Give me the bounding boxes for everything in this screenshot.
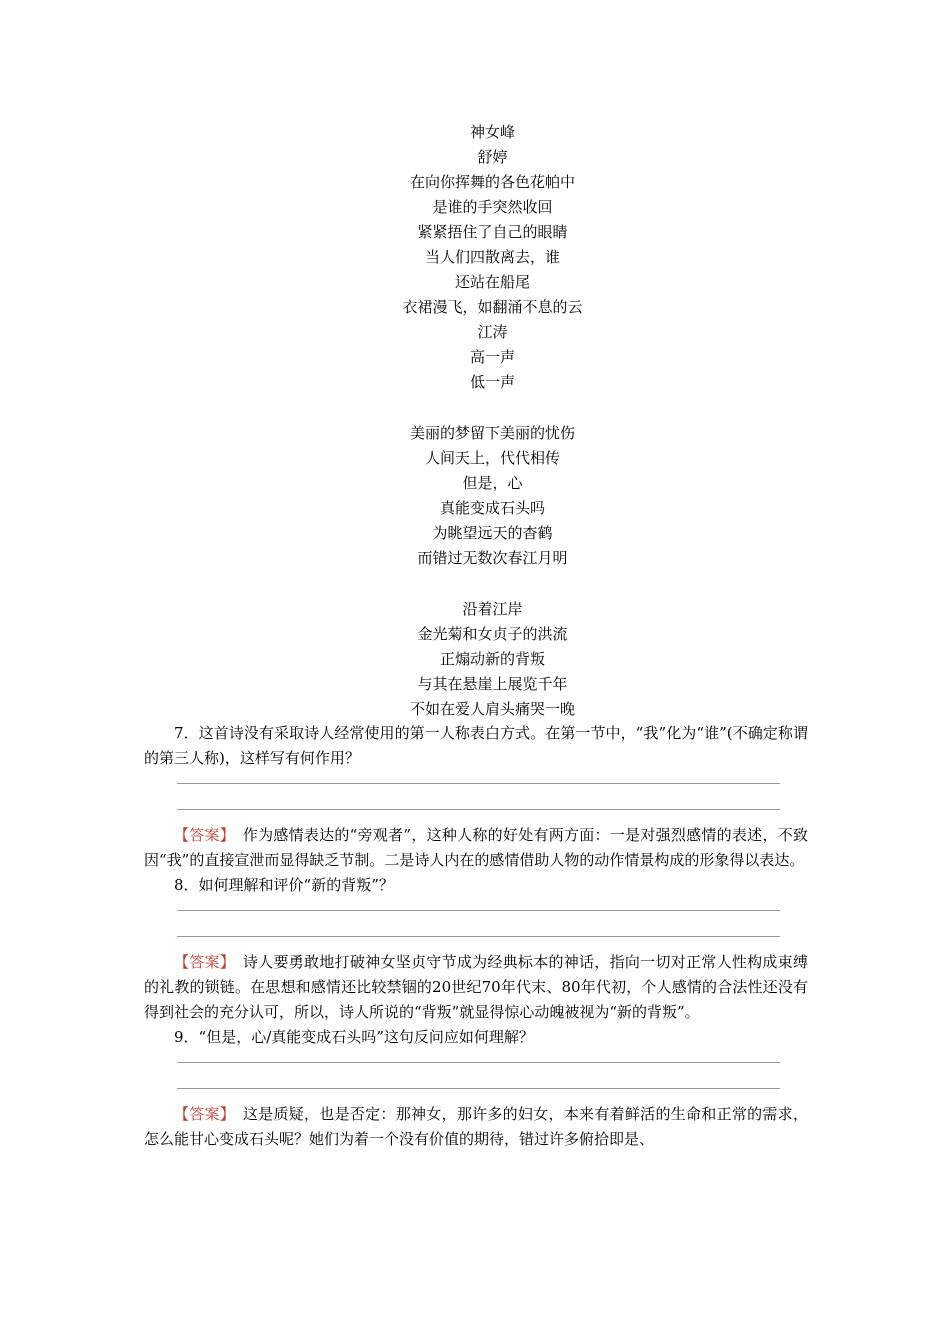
poem-stanza-1: [0, 170, 950, 395]
poem-line: 但是，心: [462, 474, 523, 492]
question-9: 9．“但是，心/真能变成石头吗”这句反问应如何理解？: [174, 1028, 534, 1046]
answer-7: [144, 823, 808, 873]
poem-line: 当人们四散离去，谁: [424, 248, 560, 266]
question-7: 7．这首诗没有采取诗人经常使用的第一人称表白方式。在第一节中，“我”化为“谁”(不确定称谓的第三人称)，这样写有何作用？: [144, 724, 808, 767]
poem-line: 低一声: [469, 373, 515, 391]
poem-line: 紧紧捂住了自己的眼睛: [417, 223, 568, 241]
poem-line: 而错过无数次春江月明: [417, 549, 568, 567]
poem-line: 与其在悬崖上展览千年: [417, 675, 568, 693]
questions-section: [144, 721, 808, 1152]
poem-line: 沿着江岸: [462, 600, 523, 618]
answer-9: [144, 1102, 808, 1152]
poem-line: 人间天上，代代相传: [424, 449, 560, 467]
answer-blank[interactable]: [144, 898, 808, 924]
answer-blank[interactable]: [144, 771, 808, 797]
poem-stanza-2: [0, 421, 950, 571]
answer-text: 这是质疑，也是否定：那神女，那许多的妇女，本来有着鲜活的生命和正常的需求，怎么能甘心变成石头呢？她们为着一个没有价值的期待，错过许多俯拾即是、: [144, 1105, 808, 1148]
stanza-gap: [0, 395, 950, 421]
poem-line: 金光菊和女贞子的洪流: [417, 625, 568, 643]
answer-text: 诗人要勇敢地打破神女坚贞守节成为经典标本的神话，指向一切对正常人性构成束缚的礼教的锁链。在思想和感情还比较禁锢的20世纪70年代末、80年代初，个人感情的合法性还没有得到社会的充分认可，所以，诗人所说的“背叛”就显得惊心动魄被视为“新的背叛”。: [144, 953, 808, 1021]
stanza-gap: [0, 571, 950, 597]
poem-line: 真能变成石头吗: [439, 499, 545, 517]
poem-line: 高一声: [469, 348, 515, 366]
poem-line: 正煽动新的背叛: [439, 650, 545, 668]
poem: [0, 120, 950, 722]
poem-author: 舒婷: [477, 148, 508, 166]
poem-line: 衣裙漫飞，如翻涌不息的云: [402, 298, 583, 316]
poem-line: 为眺望远天的杳鹤: [432, 524, 553, 542]
poem-title: 神女峰: [469, 123, 515, 141]
answer-label: 【答案】: [174, 1105, 228, 1123]
answer-text: 作为感情表达的“旁观者”，这种人称的好处有两方面：一是对强烈感情的表述，不致因“我”的直接宣泄而显得缺乏节制。二是诗人内在的感情借助人物的动作情景构成的形象得以表达。: [144, 826, 808, 869]
answer-blank[interactable]: [144, 924, 808, 950]
answer-label: 【答案】: [174, 953, 228, 971]
answer-blank[interactable]: [144, 797, 808, 823]
poem-line: 还站在船尾: [454, 273, 530, 291]
poem-line: 江涛: [477, 323, 508, 341]
poem-stanza-3: [0, 597, 950, 722]
poem-line: 美丽的梦留下美丽的忧伤: [409, 424, 575, 442]
answer-blank[interactable]: [144, 1050, 808, 1076]
answer-blank[interactable]: [144, 1076, 808, 1102]
answer-8: [144, 950, 808, 1025]
poem-line: 是谁的手突然收回: [432, 198, 553, 216]
answer-label: 【答案】: [174, 826, 228, 844]
poem-line: 不如在爱人肩头痛哭一晚: [409, 700, 575, 718]
poem-line: 在向你挥舞的各色花帕中: [409, 173, 575, 191]
question-8: 8．如何理解和评价“新的背叛”？: [174, 876, 394, 894]
